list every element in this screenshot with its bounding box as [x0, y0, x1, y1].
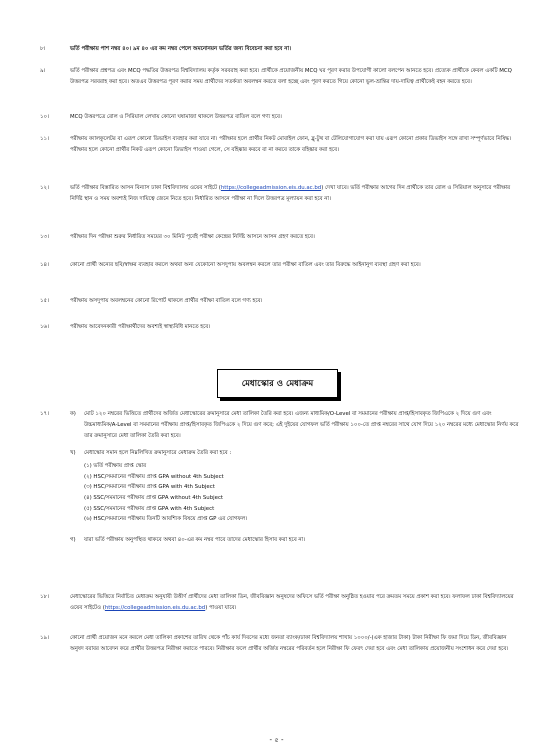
item-text: কোনো প্রার্থী প্রয়োজন মনে করলে মেধা তালিকা প্রকাশের তারিখ থেকে পাঁচ কার্য দিবসের মধ্যে জনতা ব্যাংক/ঢাকা বিশ্ববিদ্যালয় শাখায় ১০০০/-(এক হাজার টাকা) টাকা নিরীক্ষা ফি জমা দিয়ে ডিন, জীববিজ্ঞান অনুষদ বরাবর আবেদন করে প্রার্থীর উত্তরপত্র নিরীক্ষা করাতে পারবে। নিরীক্ষার ফলে প্রার্থীর অর্জিত নম্বরের পরিবর্তন হলে নিরীক্ষা ফি ফেরৎ দেয়া হবে এবং মেধা তালিকায় প্রয়োজনীয় সংশোধন করে দেয়া হবে। [70, 635, 509, 652]
text-before-link: ভর্তি পরীক্ষার বিস্তারিত আসন বিন্যাস ঢাকা বিশ্ববিদ্যালয় ওয়েব সাইটে ( [70, 185, 221, 191]
results-website-link[interactable]: https://collegeadmission.eis.du.ac.bd [104, 604, 206, 611]
criteria-item: (৩) HSC/সমমানের পরীক্ষায় প্রাপ্ত GPA with 4th Subject [84, 484, 215, 491]
item-text: পরীক্ষায় ক্যালকুলেটর বা এরূপ কোনো ডিভাইস ব্যবহার করা যাবে না। পরীক্ষার হলে প্রার্থীর নিকট মোবাইল ফোন, ব্লু-টুথ বা টেলিযোগাযোগ করা যায় এরূপ কোনো প্রকার ডিভাইস সঙ্গে রাখা সম্পূর্ণভাবে নিষিদ্ধ। পরীক্ষার হলে কোনো প্রার্থীর নিকট এরূপ কোনো ডিভাইস পাওয়া গেলে, সে বহিষ্কার করবে বা না করবে তাকে বহিষ্কার করা হবে। [70, 136, 512, 153]
sub-item-text: যারা ভর্তি পরীক্ষায় অনুপস্থিত থাকবে অথবা ৪০-এর কম নম্বর পাবে তাদের মেধাস্কোর হিসাব করা হবে না। [84, 536, 306, 543]
item-number: ১৮। [40, 594, 49, 600]
rule-item-10 [40, 112, 520, 123]
admission-website-link[interactable]: https://collegeadmission.eis.du.ac.bd [220, 185, 322, 191]
item-number: ১৬। [40, 324, 49, 330]
item-number: ৯। [40, 68, 46, 74]
criteria-item: (৫) SSC/সমমানের পরীক্ষায় প্রাপ্ত GPA with 4th Subject [84, 505, 215, 512]
rule-item-11 [40, 134, 520, 156]
sub-item-label: ক) [70, 411, 76, 417]
text-after-link: ) পাওয়া যাবে। [205, 604, 237, 611]
item-number: ১৭। [40, 411, 49, 417]
rule-item-12 [40, 183, 520, 205]
item-text: ভর্তি পরীক্ষায় পাশ নম্বর ৪০। ৯ম ৪০ এর কম নম্বর পেলে অমনোনয়ন ভর্তির জন্য বিবেচনা করা হবে না। [70, 46, 291, 52]
sub-item-intro: মেধাস্কোর সমান হলে নিম্নলিখিত ক্রমানুসারে মেধাক্রম তৈরি করা হবে : [84, 450, 232, 457]
item-text [70, 183, 520, 205]
sub-item-label: খ) [70, 450, 76, 457]
rule-item-17 [40, 409, 520, 546]
sub-item-text: মোট ১২০ নম্বরের ভিত্তিতে প্রার্থীদের অর্জিত মেধাস্কোরের ক্রমানুসারে মেধা তালিকা তৈরি করা হবে। এজন্য মাধ্যমিক/O-Level বা সমমানের পরীক্ষায় প্রাপ্ত/হিসাবকৃত জিপিএকে ২ দিয়ে গুণ এবং উচ্চমাধ্যমিক/A-Level বা সমমানের পরীক্ষায় প্রাপ্ত/হিসাবকৃত জিপিএকে ২ দিয়ে গুণ করে; এই দুইয়ের যোগফল ভর্তি পরীক্ষায় ১০০-তে প্রাপ্ত নম্বরের সাথে যোগ দিয়ে ১২০ নম্বরের মধ্যে মেধাস্কোর নির্ণয় করে তার ক্রমানুসারে মেধা তালিকা তৈরি করা হবে। [84, 411, 519, 439]
item-number: ১৪। [40, 262, 49, 268]
text-after-link: ) দেখা যাবে। ভর্তি পরীক্ষার আগের দিন প্রার্থীকে তার রোল ও সিরিয়াল অনুসারে পরীক্ষার নির্দিষ্ট স্থান ও সময় অবশ্যই নিজ দায়িত্বে জেনে নিতে হবে। নির্ধারিত আসনে পরীক্ষা না দিলে উত্তরপত্র মূল্যায়ন করা হবে না। [70, 185, 511, 202]
rule-item-14 [40, 260, 520, 271]
rule-item-9 [40, 66, 520, 88]
item-number: ১১। [40, 136, 49, 142]
item-number: ১৫। [40, 298, 49, 304]
rule-item-15 [40, 296, 520, 307]
item-text: কোনো প্রার্থী অন্যের ছবি/স্বাক্ষর ব্যবহার করলে অথবা অন্য যেকোনো অসদুপায় অবলম্বন করলে তার পরীক্ষা বাতিল এবং তার বিরুদ্ধে আইনানুগ ব্যবস্থা গ্রহণ করা হবে। [70, 262, 421, 268]
item-text: পরীক্ষায় আবেদনকারী পরীক্ষার্থীদের অবশ্যই স্বাস্থ্যবিধি মানতে হবে। [70, 324, 211, 330]
rule-item-19 [40, 633, 520, 655]
item-text: MCQ উত্তরপত্রে রোল ও সিরিয়াল লেখায় কোনো ঘষামাজা থাকলে উত্তরপত্র বাতিল বলে গণ্য হবে। [70, 114, 282, 120]
item-text [70, 592, 520, 614]
item-text: পরীক্ষায় অসদুপায় অবলম্বনের কোনো রিপোর্ট থাকলে প্রার্থীর পরীক্ষা বাতিল বলে গণ্য হবে। [70, 298, 263, 304]
sub-item-label: গ) [70, 536, 76, 543]
criteria-item: (৬) HSC/সমমানের পরীক্ষায় তিনটি আবশ্যিক বিষয়ে প্রাপ্ত GP এর যোগফল। [84, 516, 248, 523]
item-text: ভর্তি পরীক্ষার প্রশ্নপত্র এবং MCQ পদ্ধতির উত্তরপত্র বিশ্ববিদ্যালয় কর্তৃক সরবরাহ করা হবে। প্রার্থীকে প্রয়োজনীয় MCQ ঘর পূরণ করার উপযোগী কালো বলপেন আনতে হবে। প্রত্যেক প্রার্থীকে কেবল একটি MCQ উত্তরপত্র সরবরাহ করা হবে। অতএব উত্তরপত্র পূরণ করার সময় প্রার্থীদের সতর্কতা অবলম্বন করতে বলা হচ্ছে এবং পূরণ করতে গিয়ে কোনো ভুল-ভ্রান্তির দায়-দায়িত্ব প্রার্থীকেই বহন করতে হবে। [70, 68, 512, 85]
section-heading: মেধাস্কোর ও মেধাক্রম [217, 369, 338, 398]
item-number: ১২। [40, 185, 49, 191]
tiebreak-criteria-list [84, 461, 520, 525]
item-number: ১০। [40, 114, 49, 120]
criteria-item: (১) ভর্তি পরীক্ষায় প্রাপ্ত স্কোর [84, 463, 147, 470]
page-number: - ৫ - [269, 736, 284, 744]
criteria-item: (২) HSC/সমমানের পরীক্ষায় প্রাপ্ত GPA without 4th Subject [84, 473, 224, 480]
item-number: ১৯। [40, 635, 49, 641]
rule-item-18 [40, 592, 520, 614]
item-number: ১৩। [40, 234, 49, 240]
sub-item-b [70, 448, 520, 524]
rule-item-16 [40, 322, 520, 333]
criteria-item: (৪) SSC/সমমানের পরীক্ষায় প্রাপ্ত GPA without 4th Subject [84, 494, 224, 501]
item-17-body [70, 409, 520, 546]
item-number: ৮। [40, 46, 46, 52]
rule-item-8 [40, 44, 520, 55]
text-before-link: মেধাস্কোরের ভিত্তিতে নির্বাচিত মেধাক্রম অনুযায়ী উত্তীর্ণ প্রার্থীদের মেধা তালিকা ডিন, জীববিজ্ঞান অনুষদের অফিসে ভর্তি পরীক্ষা অনুষ্ঠিত হওয়ার পরে ক্রমতম সময়ে প্রকাশ করা হবে। ফলাফল ঢাকা বিশ্ববিদ্যালয়ের ওয়েব সাইটেও ( [70, 594, 514, 611]
sub-item-a [70, 409, 520, 441]
sub-item-c [70, 535, 520, 546]
rule-item-13 [40, 232, 520, 243]
item-text: পরীক্ষার দিন পরীক্ষা শুরুর নির্ধারিত সময়ের ৩০ মিনিট পূর্বেই পরীক্ষা কেন্দ্রের নির্দিষ্ট আসনে আসন গ্রহণ করতে হবে। [70, 234, 315, 240]
